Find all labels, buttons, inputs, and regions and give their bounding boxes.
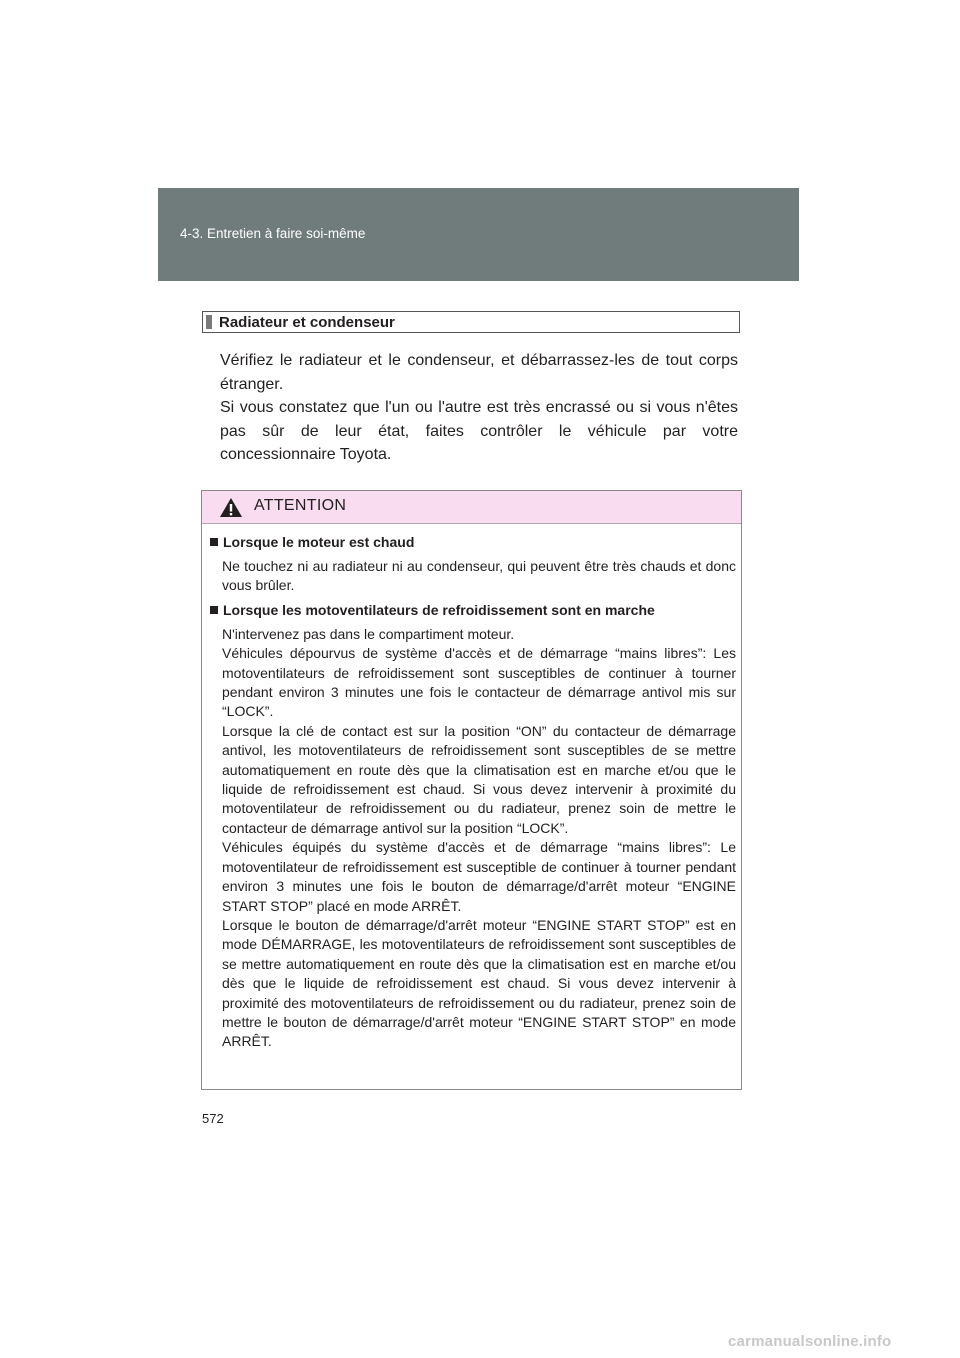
attention-subheading-2 xyxy=(210,602,736,619)
topic-heading xyxy=(202,311,740,333)
attention-content xyxy=(210,534,736,1058)
body-paragraph-1: Vérifiez le radiateur et le condenseur, et débarrassez-les de tout corps étranger. xyxy=(220,352,738,393)
subheading-text: Lorsque les motoventilateurs de refroidissement sont en marche xyxy=(223,601,655,618)
square-bullet-icon xyxy=(210,606,218,614)
warning-triangle-icon xyxy=(219,497,243,518)
attention-paragraph: Ne touchez ni au radiateur ni au condenseur, qui peuvent être très chauds et donc vous brûler. xyxy=(222,558,736,594)
body-paragraph-2: Si vous constatez que l'un ou l'autre est très encrassé ou si vous n'êtes pas sûr de leur état, faites contrôler le véhicule par votre concessionnaire Toyota. xyxy=(220,399,738,463)
attention-label: ATTENTION xyxy=(254,497,347,514)
subheading-text: Lorsque le moteur est chaud xyxy=(223,534,415,550)
section-label: 4-3. Entretien à faire soi-même xyxy=(180,226,366,241)
watermark: carmanualsonline.info xyxy=(728,1333,892,1350)
attention-subheading-1 xyxy=(210,534,736,551)
heading-marker xyxy=(206,315,212,329)
attention-lines: N'intervenez pas dans le compartiment moteur. Véhicules dépourvus de système d'accès et de démarrage “mains libres”: Les motoventilateurs de refroidissement sont susceptibles de continuer à tourner pendant environ 3 minutes une fois le contacteur de démarrage antivol mis sur “LOCK”. Lorsque la clé de contact est sur la position “ON” du contacteur de démarrage antivol, les motoventilateurs de refroidissement sont susceptibles de se mettre automatiquement en route dès que la climatisation est en marche et/ou que le liquide de refroidissement est chaud. Si vous devez intervenir à proximité du motoventilateur de refroidissement ou du radiateur, prenez soin de mettre le contacteur de démarrage antivol sur la position “LOCK”. Véhicules équipés du système d'accès et de démarrage “mains libres”: Le motoventilateur de refroidissement est susceptible de continuer à tourner pendant environ 3 minutes une fois le bouton de démarrage/d'arrêt moteur “ENGINE START STOP” placé en mode ARRÊT. Lorsque le bouton de démarrage/d'arrêt moteur “ENGINE START STOP” est en mode DÉMARRAGE, les motoventilateurs de refroidissement sont susceptibles de se mettre automatiquement en route dès que la climatisation est en marche et/ou dès que le liquide de refroidissement est chaud. Si vous devez intervenir à proximité des motoventilateurs de refroidissement ou du radiateur, prenez soin de mettre le bouton de démarrage/d'arrêt moteur “ENGINE START STOP” en mode ARRÊT. xyxy=(222,625,736,1050)
attention-box xyxy=(201,490,742,1090)
page-number: 572 xyxy=(202,1111,224,1126)
section-header-bar xyxy=(158,188,799,281)
topic-title: Radiateur et condenseur xyxy=(219,314,395,331)
attention-paragraph-long xyxy=(222,625,736,1052)
attention-header xyxy=(202,491,741,524)
square-bullet-icon xyxy=(210,538,218,546)
body-text xyxy=(220,349,738,467)
